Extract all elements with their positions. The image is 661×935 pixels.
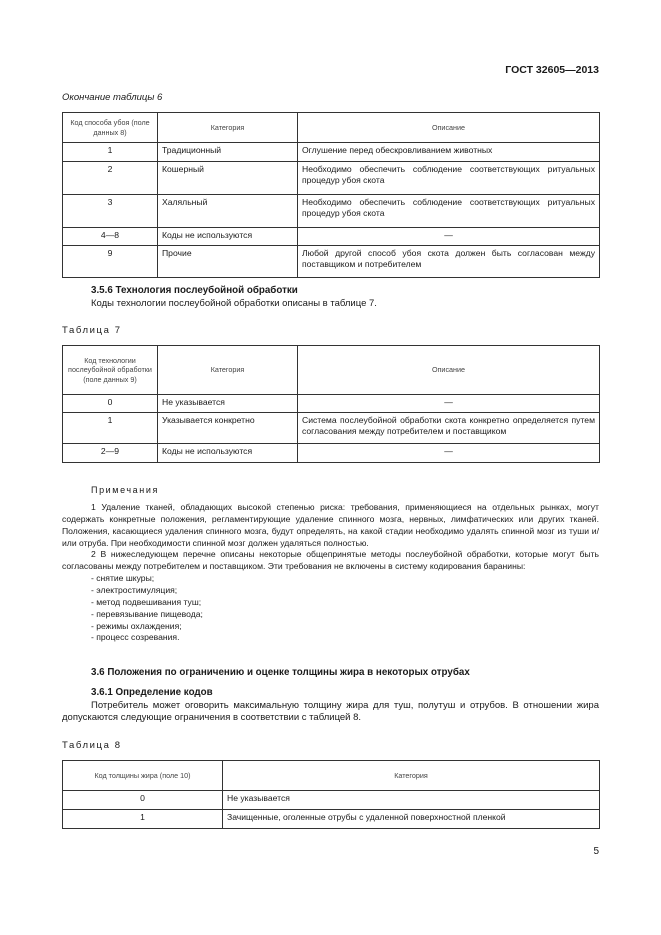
document-header: ГОСТ 32605—2013 <box>505 64 599 76</box>
table-row <box>63 444 600 463</box>
table7-cell-code: 2—9 <box>63 444 158 463</box>
list-item: - метод подвешивания туш; <box>91 596 202 607</box>
table6-header-description: Описание <box>298 113 600 143</box>
table6-cell-code: 9 <box>63 246 158 278</box>
table-row <box>63 246 600 278</box>
table6-cell-description: Любой другой способ убоя скота должен быть согласован между поставщиком и потребителем <box>298 246 600 278</box>
notes-block <box>62 502 599 644</box>
table8-cell-code: 1 <box>63 810 223 829</box>
table6-cell-description: Необходимо обеспечить соблюдение соответствующих ритуальных процедур убоя скота <box>298 162 600 195</box>
list-item: - перевязывание пищевода; <box>91 608 203 619</box>
table7-cell-description: Система послеубойной обработки скота конкретно определяется путем согласования между потребителем и поставщиком <box>298 413 600 444</box>
table8-cell-code: 0 <box>63 791 223 810</box>
table6-cell-category: Коды не используются <box>158 228 298 246</box>
table-row <box>63 162 600 195</box>
table8-header-category: Категория <box>223 761 600 791</box>
table8-cell-category: Не указывается <box>223 791 600 810</box>
table7-header-code: Код технологии послеубойной обработки (поле данных 9) <box>63 346 158 395</box>
note-1: 1 Удаление тканей, обладающих высокой степенью риска: требования, применяющиеся на отдельных рынках, могут содержать конкретные положения, регламентирующие удаление спинного мозга, нервных, лимфатических или других тканей. Положения, касающиеся удаления спинного мозга, будут определять, на какой стадии необходимо удалять спинной мозг из туши и/или отруба. При необходимости спинной мозг должен удаляться полностью. <box>62 502 599 548</box>
list-item: - снятие шкуры; <box>91 573 155 584</box>
table-row <box>63 143 600 162</box>
table6-cell-code: 1 <box>63 143 158 162</box>
table6-cell-code: 2 <box>63 162 158 195</box>
table7-header-description: Описание <box>298 346 600 395</box>
table7-cell-description: — <box>298 395 600 413</box>
note-2: 2 В нижеследующем перечне описаны некоторые общепринятые методы послеубойной обработки, которые могут быть согласованы между потребителем и поставщиком. Эти требования не включены в систему кодирования баранины: <box>62 549 599 572</box>
table6-cell-code: 4—8 <box>63 228 158 246</box>
table6-cell-description: Оглушение перед обескровливанием животных <box>298 143 600 162</box>
table7-cell-category: Указывается конкретно <box>158 413 298 444</box>
table8-caption: Таблица 8 <box>62 740 122 751</box>
table7 <box>62 345 600 463</box>
table7-header-category: Категория <box>158 346 298 395</box>
table-row <box>63 195 600 228</box>
list-item: - режимы охлаждения; <box>91 620 182 631</box>
table6-cell-category: Прочие <box>158 246 298 278</box>
table-row <box>63 413 600 444</box>
table7-cell-category: Коды не используются <box>158 444 298 463</box>
table6-cell-category: Халяльный <box>158 195 298 228</box>
table-row <box>63 791 600 810</box>
table6-header-category: Категория <box>158 113 298 143</box>
table6 <box>62 112 600 278</box>
table6-cell-description: — <box>298 228 600 246</box>
table8-header-code: Код толщины жира (поле 10) <box>63 761 223 791</box>
list-item: - электростимуляция; <box>91 585 178 596</box>
table7-cell-description: — <box>298 444 600 463</box>
section-text-3-6-1: Потребитель может оговорить максимальную толщину жира для туш, полутуш и отрубов. В отношении жира допускаются следующие ограничения в соответствии с таблицей 8. <box>62 700 599 724</box>
table7-cell-code: 0 <box>63 395 158 413</box>
table6-cell-description: Необходимо обеспечить соблюдение соответствующих ритуальных процедур убоя скота <box>298 195 600 228</box>
table-row <box>63 395 600 413</box>
section-title-3-6-1: 3.6.1 Определение кодов <box>91 687 213 698</box>
table6-caption: Окончание таблицы 6 <box>62 92 163 103</box>
table8 <box>62 760 600 829</box>
table7-caption: Таблица 7 <box>62 325 122 336</box>
table7-cell-category: Не указывается <box>158 395 298 413</box>
section-title-3-5-6: 3.5.6 Технология послеубойной обработки <box>91 285 298 296</box>
table8-cell-category: Зачищенные, оголенные отрубы с удаленной поверхностной пленкой <box>223 810 600 829</box>
table-row <box>63 228 600 246</box>
table-row <box>63 810 600 829</box>
section-text-3-5-6: Коды технологии послеубойной обработки описаны в таблице 7. <box>91 298 377 309</box>
table6-cell-code: 3 <box>63 195 158 228</box>
table6-cell-category: Традиционный <box>158 143 298 162</box>
table7-cell-code: 1 <box>63 413 158 444</box>
section-title-3-6: 3.6 Положения по ограничению и оценке толщины жира в некоторых отрубах <box>91 667 470 678</box>
list-item: - процесс созревания. <box>91 632 180 643</box>
table6-header-code: Код способа убоя (поле данных 8) <box>63 113 158 143</box>
notes-title: Примечания <box>91 485 159 495</box>
table6-cell-category: Кошерный <box>158 162 298 195</box>
page-number: 5 <box>593 846 599 857</box>
